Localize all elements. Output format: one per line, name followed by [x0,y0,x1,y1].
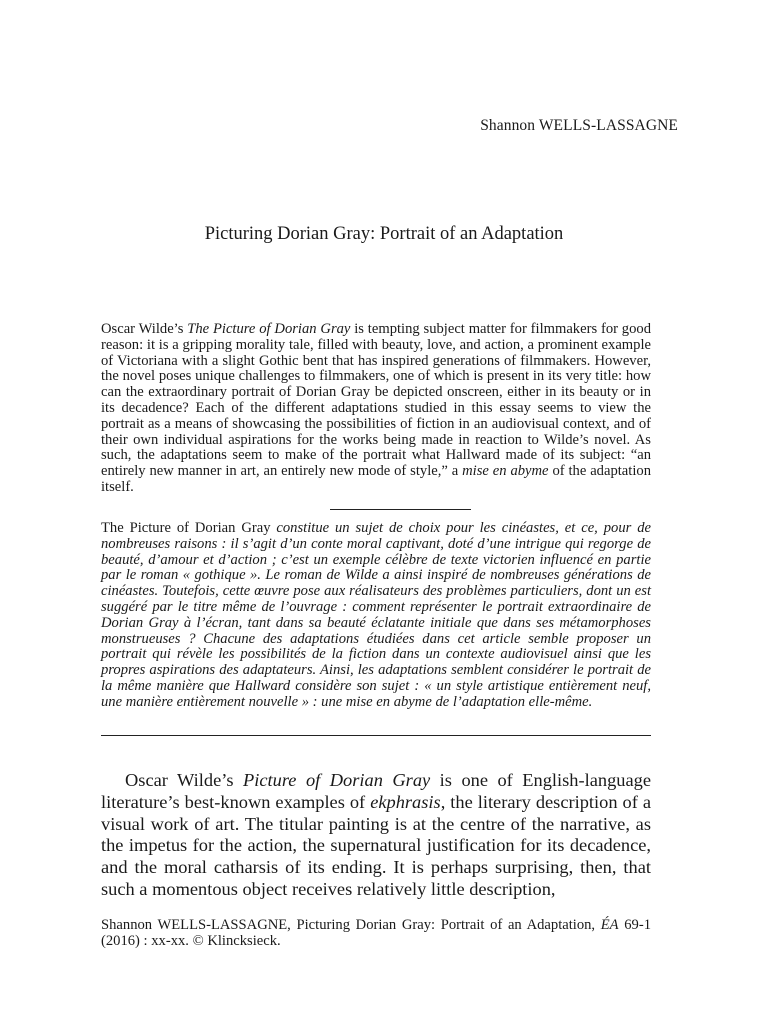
abstract-fr-body: constitue un sujet de choix pour les cinéastes, et ce, pour de nombreuses raisons : il s’agit d’un conte moral captivant, doté d’une intrigue qui regorge de beauté, d’amour et d’action ; c’est un exemple célèbre de texte victorien influencé en partie par le roman « gothique ». Le roman de Wilde a ainsi inspiré de nombreuses générations de cinéastes. Toutefois, cette œuvre pose aux réalisateurs des problèmes particuliers, dont un est suggéré par le titre même de l’ouvrage : comment représenter le portrait extraordinaire de Dorian Gray à l’écran, tant dans sa beauté éclatante initiale que dans ses métamorphoses monstrueuses ? Chacune des adaptations étudiées dans cet article semble proposer un portrait qui révèle les possibilités de la fiction dans un contexte audiovisuel ainsi que les propres aspirations des adaptateurs. Ainsi, les adaptations semblent considérer le portrait de la même manière que Hallward considère son sujet : « un style artistique entièrement neuf, une manière entièrement nouvelle » : une mise en abyme de l’adaptation elle-même. [101,520,651,710]
main-text [101,770,651,901]
body-p1-c: , the literary description of a visual work of art. The titular painting is at the centre of the narrative, as the impetus for the action, the supernatural justification for its decadence, and the moral catharsis of its ending. It is perhaps surprising, then, that such a momentous object receives relatively little description, [101,791,651,899]
body-ekphrasis: ekphrasis [370,791,441,812]
abstract-french [101,521,651,711]
author-name: Shannon WELLS-LASSAGNE [480,117,678,134]
abstract-french-paragraph [101,521,651,711]
citation-text [101,917,651,949]
abstract-en-body: is tempting subject matter for filmmakers for good reason: it is a gripping morality tale, filled with beauty, love, and action, a prominent example of Victoriana with a slight Gothic bent that has inspired generations of filmmakers. However, the novel poses unique challenges to filmmakers, one of which is present in its very title: how can the extraordinary portrait of Dorian Gray be depicted onscreen, either in its beauty or in its decadence? Each of the different adaptations studied in this essay seems to view the portrait as a means of showcasing the possibilities of fiction in an audiovisual context, and of their own individual aspirations for the works being made in reaction to Wilde’s novel. As such, the adaptations seem to make of the portrait what Hallward made of its subject: “an entirely new manner in art, an entirely new mode of style,” a [101,321,651,480]
abstract-en-tail: of the adaptation itself. [101,463,651,495]
citation-tail: 69-1 (2016) : xx-xx. © Klincksieck. [101,917,652,949]
body-p1-b: is one of English-language literature’s best-known examples of [101,770,651,812]
abstract-english [101,322,651,496]
citation-footer [101,917,651,949]
abstract-end-rule [101,735,651,736]
section-divider [330,509,471,510]
citation-main: Shannon WELLS-LASSAGNE, Picturing Dorian Gray: Portrait of an Adaptation, [101,917,601,933]
abstract-en-lead: Oscar Wilde’s [101,321,188,337]
article-title: Picturing Dorian Gray: Portrait of an Adaptation [204,224,564,244]
abstract-fr-book-title: The Picture of Dorian Gray [101,520,271,536]
body-p1-a: Oscar Wilde’s [125,770,244,790]
body-paragraph [101,770,651,901]
abstract-english-paragraph [101,322,651,496]
abstract-en-mise-en-abyme: mise en abyme [462,463,549,480]
citation-journal: ÉA [600,917,619,933]
body-book-title: Picture of Dorian Gray [243,770,431,790]
abstract-en-book-title: The Picture of Dorian Gray [187,321,351,337]
